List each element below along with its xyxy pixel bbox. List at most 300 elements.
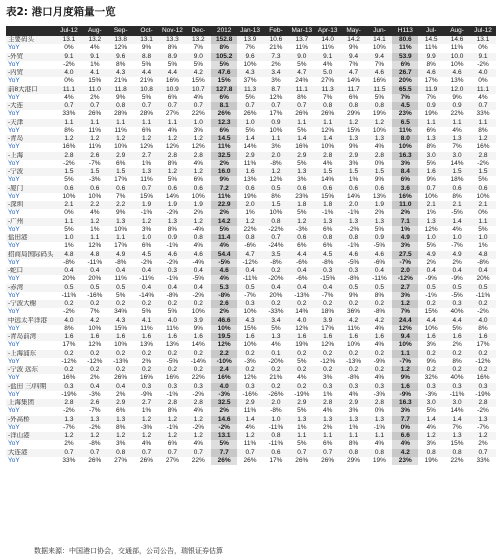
column-header: Aug- — [444, 26, 470, 36]
table-cell: 15% — [341, 127, 367, 135]
table-cell: 9.0 — [289, 53, 315, 61]
row-label: YoY — [6, 242, 56, 250]
table-cell: 1.2 — [185, 416, 211, 424]
table-cell: 0.2 — [418, 300, 444, 308]
table-cell: 4% — [392, 440, 418, 448]
column-header: Jan-13 — [237, 26, 263, 36]
table-cell: 1.1 — [82, 119, 108, 127]
table-cell: -2% — [82, 424, 108, 432]
table-cell: 32.5 — [211, 152, 237, 160]
table-cell: 10% — [237, 341, 263, 349]
table-cell: 11.1 — [470, 86, 496, 94]
table-cell: 9% — [341, 44, 367, 52]
table-row — [6, 102, 496, 110]
table-cell: -7% — [56, 424, 82, 432]
table-cell: -11% — [56, 292, 82, 300]
table-cell: 5% — [289, 127, 315, 135]
column-header: Aug- — [82, 26, 108, 36]
table-cell: 9% — [185, 325, 211, 333]
table-cell: -2% — [56, 407, 82, 415]
row-label: YoY — [6, 457, 56, 465]
row-label: 大连港 — [6, 449, 56, 457]
table-cell: 0.7 — [134, 185, 160, 193]
table-cell: 4.6 — [444, 69, 470, 77]
table-cell: -7% — [237, 292, 263, 300]
table-cell: 2.4 — [211, 366, 237, 374]
table-cell: -1% — [134, 209, 160, 217]
table-cell: -1% — [418, 292, 444, 300]
table-cell: 1% — [134, 160, 160, 168]
table-cell: 1.3 — [341, 218, 367, 226]
table-cell: 4% — [263, 341, 289, 349]
table-cell: 0.7 — [263, 102, 289, 110]
table-cell: 4.0 — [211, 383, 237, 391]
column-header-label — [6, 26, 56, 36]
table-cell: 8% — [160, 160, 186, 168]
table-cell: 0.5 — [237, 284, 263, 292]
table-cell: 1.3 — [367, 218, 393, 226]
table-cell: 1.4 — [444, 218, 470, 226]
table-cell: 0.2 — [289, 366, 315, 374]
table-cell: 26% — [108, 374, 134, 382]
table-cell: 2.8 — [185, 152, 211, 160]
table-cell: 5% — [56, 176, 82, 184]
table-cell: 27% — [160, 110, 186, 118]
column-header: Feb- — [263, 26, 289, 36]
table-cell: 4% — [160, 127, 186, 135]
table-cell: 0.9 — [418, 102, 444, 110]
table-cell: -3% — [289, 226, 315, 234]
table-cell: 4.6 — [160, 251, 186, 259]
table-cell: 22% — [185, 110, 211, 118]
table-cell: 2% — [470, 440, 496, 448]
table-cell: 0.2 — [108, 366, 134, 374]
table-cell: 13.2 — [82, 36, 108, 44]
table-cell: -3% — [134, 424, 160, 432]
table-cell: 4.5 — [134, 251, 160, 259]
table-row — [6, 341, 496, 349]
table-cell: 11% — [160, 325, 186, 333]
table-cell: 65.5 — [392, 86, 418, 94]
table-cell: 0.6 — [289, 185, 315, 193]
source-footnote: 数据来源：中国港口协会，交通部，公司公告，瑞银证券估算 — [34, 547, 223, 555]
table-cell: 32% — [418, 374, 444, 382]
table-cell: 2.7 — [392, 284, 418, 292]
table-cell: 8.0 — [392, 135, 418, 143]
column-header: H113 — [392, 26, 418, 36]
table-cell: 1.8 — [289, 201, 315, 209]
table-cell: 0.5 — [56, 284, 82, 292]
table-cell: 10% — [315, 143, 341, 151]
table-cell: -19% — [289, 391, 315, 399]
table-cell: 15% — [134, 193, 160, 201]
table-cell: 2% — [315, 424, 341, 432]
table-cell: 9.6 — [108, 53, 134, 61]
table-cell: 11% — [289, 44, 315, 52]
table-cell: 1.2 — [134, 218, 160, 226]
table-cell: 0.4 — [134, 284, 160, 292]
table-cell: 1.1 — [82, 234, 108, 242]
table-row — [6, 308, 496, 316]
table-cell: -8% — [56, 259, 82, 267]
table-cell: 8% — [470, 127, 496, 135]
table-row — [6, 69, 496, 77]
table-cell: 22% — [185, 457, 211, 465]
table-cell: 1.2 — [185, 218, 211, 226]
table-cell: 10% — [108, 143, 134, 151]
table-cell: 1.0 — [185, 119, 211, 127]
table-cell: 26% — [289, 110, 315, 118]
table-cell: 1.2 — [134, 416, 160, 424]
table-cell: 0.8 — [185, 234, 211, 242]
row-label: -内贸 — [6, 69, 56, 77]
table-row — [6, 94, 496, 102]
table-cell: -6% — [289, 275, 315, 283]
table-cell: 5% — [56, 226, 82, 234]
row-label: -广州 — [6, 218, 56, 226]
table-cell: 1.3 — [470, 416, 496, 424]
table-cell: 8% — [263, 193, 289, 201]
table-cell: 4.0 — [289, 317, 315, 325]
table-cell: 0.5 — [444, 284, 470, 292]
table-cell: 7% — [367, 61, 393, 69]
table-cell: 1% — [470, 242, 496, 250]
table-cell: 1.1 — [367, 432, 393, 440]
table-cell: 3.0 — [418, 152, 444, 160]
table-row — [6, 86, 496, 94]
table-cell: 1.1 — [392, 350, 418, 358]
table-cell: 0.7 — [160, 102, 186, 110]
table-cell: 6% — [185, 176, 211, 184]
table-cell: -15% — [315, 275, 341, 283]
table-row — [6, 292, 496, 300]
table-cell: 0.4 — [444, 267, 470, 275]
table-cell: 0.2 — [160, 366, 186, 374]
table-cell: 8.1 — [211, 102, 237, 110]
table-cell: 0% — [56, 44, 82, 52]
table-cell: -11% — [263, 440, 289, 448]
table-cell: 9% — [341, 292, 367, 300]
table-cell: 6% — [134, 127, 160, 135]
table-row — [6, 284, 496, 292]
table-cell: 7% — [392, 308, 418, 316]
table-cell: 4% — [367, 440, 393, 448]
table-cell: 0.2 — [108, 300, 134, 308]
table-cell: 12% — [315, 127, 341, 135]
table-cell: -5% — [160, 358, 186, 366]
table-cell: 0.9 — [367, 234, 393, 242]
table-cell: 22% — [444, 110, 470, 118]
table-row — [6, 383, 496, 391]
table-cell: 32.5 — [211, 399, 237, 407]
table-cell: 10% — [367, 127, 393, 135]
table-cell: 5% — [211, 61, 237, 69]
table-cell: 3% — [341, 160, 367, 168]
table-cell: 4% — [211, 275, 237, 283]
table-cell: 0.3 — [444, 300, 470, 308]
table-cell: 1.2 — [289, 218, 315, 226]
table-cell: 105.2 — [211, 53, 237, 61]
table-cell: 23% — [289, 193, 315, 201]
table-cell: 0.2 — [160, 350, 186, 358]
table-cell: 4.6 — [341, 251, 367, 259]
table-cell: -16% — [82, 292, 108, 300]
table-cell: 4% — [367, 374, 393, 382]
table-cell: 26.7 — [392, 69, 418, 77]
column-header: Oct- — [134, 26, 160, 36]
table-cell: 16% — [470, 143, 496, 151]
table-cell: 0.2 — [56, 366, 82, 374]
table-cell: 3.6 — [392, 185, 418, 193]
table-cell: 8.7 — [263, 86, 289, 94]
table-cell: 2.9 — [289, 399, 315, 407]
table-cell: 1% — [315, 391, 341, 399]
table-cell: 26% — [134, 457, 160, 465]
table-cell: 28% — [134, 110, 160, 118]
table-cell: 4.2 — [82, 317, 108, 325]
table-cell: 1.2 — [108, 135, 134, 143]
table-cell: 4% — [237, 424, 263, 432]
table-cell: -5% — [444, 292, 470, 300]
table-cell: 26% — [82, 457, 108, 465]
table-cell: 16% — [160, 77, 186, 85]
table-cell: -8% — [341, 374, 367, 382]
table-cell: 0.9 — [160, 234, 186, 242]
table-cell: 11.3 — [315, 86, 341, 94]
table-cell: 12% — [134, 143, 160, 151]
table-cell: 0.7 — [237, 449, 263, 457]
table-cell: 6% — [160, 440, 186, 448]
table-cell: 11% — [237, 160, 263, 168]
table-row — [6, 143, 496, 151]
table-cell: 3% — [418, 341, 444, 349]
table-cell: 8% — [56, 325, 82, 333]
table-cell: 6% — [211, 94, 237, 102]
table-cell: 17% — [263, 457, 289, 465]
table-cell: 10% — [444, 61, 470, 69]
table-cell: -13% — [341, 358, 367, 366]
table-cell: 1.3 — [315, 218, 341, 226]
table-cell: 12% — [315, 341, 341, 349]
table-cell: 14.2 — [341, 36, 367, 44]
table-cell: 1.3 — [56, 416, 82, 424]
table-cell: 0.2 — [341, 366, 367, 374]
table-cell: 0.7 — [56, 102, 82, 110]
table-cell: 3% — [185, 127, 211, 135]
table-cell: 0.4 — [56, 267, 82, 275]
table-cell: 10% — [392, 341, 418, 349]
table-cell: 1.3 — [289, 168, 315, 176]
table-cell: 13.3 — [160, 36, 186, 44]
table-cell: 1.2 — [470, 135, 496, 143]
table-cell: -11% — [82, 259, 108, 267]
table-cell: 0.6 — [470, 185, 496, 193]
table-cell: 12% — [263, 176, 289, 184]
table-cell: 4.7 — [289, 69, 315, 77]
table-cell: 1.5 — [82, 168, 108, 176]
row-label: -盐田 三/四期 — [6, 383, 56, 391]
table-cell: 7.7 — [211, 449, 237, 457]
table-cell: 2.0 — [263, 152, 289, 160]
table-cell: 4% — [367, 143, 393, 151]
table-cell: 13.7 — [289, 36, 315, 44]
table-cell: 17% — [418, 77, 444, 85]
table-row — [6, 300, 496, 308]
table-cell: 0.5 — [263, 185, 289, 193]
table-cell: 1.4 — [418, 416, 444, 424]
table-cell: 0.3 — [160, 383, 186, 391]
table-cell: 1.2 — [82, 135, 108, 143]
table-cell: 8% — [289, 94, 315, 102]
table-cell: 6% — [160, 94, 186, 102]
table-cell: 1% — [134, 407, 160, 415]
table-cell: 7% — [82, 308, 108, 316]
table-cell: 0.2 — [418, 366, 444, 374]
table-row — [6, 416, 496, 424]
table-cell: 4.9 — [392, 234, 418, 242]
table-cell: -11% — [470, 292, 496, 300]
table-cell: 4% — [315, 61, 341, 69]
table-cell: 7% — [237, 44, 263, 52]
table-cell: 12% — [108, 44, 134, 52]
table-cell: 14.6 — [211, 416, 237, 424]
column-header: Sep- — [108, 26, 134, 36]
table-cell: 11.3 — [237, 86, 263, 94]
table-cell: 10% — [185, 193, 211, 201]
table-cell: 0.6 — [82, 185, 108, 193]
table-cell: 11.8 — [108, 86, 134, 94]
table-cell: 0.9 — [263, 119, 289, 127]
table-cell: 0.2 — [263, 366, 289, 374]
table-cell: 1.3 — [108, 218, 134, 226]
row-label: -厦门 — [6, 185, 56, 193]
table-cell: -1% — [341, 209, 367, 217]
row-label: 中远太平洋港 — [6, 317, 56, 325]
table-cell: -5% — [341, 259, 367, 267]
table-cell: 4% — [56, 94, 82, 102]
table-cell: 8% — [341, 440, 367, 448]
row-label: YoY — [6, 308, 56, 316]
table-cell: 1.5 — [56, 168, 82, 176]
table-cell: 1.6 — [418, 333, 444, 341]
table-cell: 0.3 — [341, 267, 367, 275]
table-cell: 3.5 — [263, 251, 289, 259]
table-cell: 0.2 — [315, 300, 341, 308]
table-cell: 7% — [392, 94, 418, 102]
table-cell: 5% — [108, 292, 134, 300]
column-header: Jul- — [418, 26, 444, 36]
table-cell: 5% — [263, 325, 289, 333]
table-cell: -8% — [211, 292, 237, 300]
table-cell: 1.2 — [237, 218, 263, 226]
table-cell: 0.3 — [315, 383, 341, 391]
table-row — [6, 275, 496, 283]
table-cell: 11% — [237, 440, 263, 448]
table-row — [6, 432, 496, 440]
table-cell: 0.7 — [263, 234, 289, 242]
table-cell: 0.2 — [185, 366, 211, 374]
column-header: Jul-12 — [56, 26, 82, 36]
table-cell: 5% — [418, 407, 444, 415]
table-cell: 13% — [160, 341, 186, 349]
table-cell: 13% — [444, 77, 470, 85]
table-cell: 0.7 — [418, 185, 444, 193]
table-cell: 14% — [341, 77, 367, 85]
table-cell: 28% — [108, 110, 134, 118]
table-cell: 1.3 — [289, 416, 315, 424]
table-cell: 17% — [108, 242, 134, 250]
table-cell: 9.0 — [185, 53, 211, 61]
column-header: Mar-13 — [289, 26, 315, 36]
table-cell: -10% — [211, 358, 237, 366]
table-cell: 4% — [185, 242, 211, 250]
table-cell: 14.1 — [367, 36, 393, 44]
table-cell: 2% — [82, 94, 108, 102]
table-cell: 0.2 — [289, 383, 315, 391]
table-cell: 9% — [418, 176, 444, 184]
table-cell: 10% — [392, 143, 418, 151]
table-cell: 8% — [160, 44, 186, 52]
table-cell: 5% — [367, 226, 393, 234]
table-cell: 0.5 — [108, 284, 134, 292]
table-cell: 2.8 — [56, 399, 82, 407]
table-row — [6, 226, 496, 234]
table-cell: 0.6 — [237, 185, 263, 193]
table-cell: 4.5 — [392, 102, 418, 110]
table-cell: -9% — [418, 275, 444, 283]
table-cell: 1.1 — [160, 119, 186, 127]
table-cell: 26% — [211, 457, 237, 465]
table-cell: 16% — [470, 374, 496, 382]
table-cell: 0.2 — [185, 300, 211, 308]
table-cell: 15% — [444, 440, 470, 448]
table-cell: 10.8 — [134, 86, 160, 94]
table-row — [6, 358, 496, 366]
table-cell: -5% — [211, 259, 237, 267]
table-cell: 9% — [134, 44, 160, 52]
table-cell: 40% — [444, 374, 470, 382]
table-cell: 46.6 — [211, 317, 237, 325]
table-cell: 0.8 — [237, 234, 263, 242]
table-cell: 2.7 — [134, 399, 160, 407]
table-cell: 0.2 — [134, 350, 160, 358]
table-cell: 9.1 — [470, 53, 496, 61]
table-cell: 5% — [185, 61, 211, 69]
table-cell: 4.7 — [341, 69, 367, 77]
table-cell: 0.2 — [134, 300, 160, 308]
table-cell: 1.2 — [367, 119, 393, 127]
table-cell: 4.4 — [289, 251, 315, 259]
table-cell: 0.2 — [134, 366, 160, 374]
table-cell: 6% — [315, 242, 341, 250]
table-cell: 4% — [470, 94, 496, 102]
table-row — [6, 440, 496, 448]
table-cell: 5% — [444, 325, 470, 333]
table-cell: 6% — [392, 61, 418, 69]
table-cell: 4% — [211, 242, 237, 250]
table-cell: 1.2 — [392, 366, 418, 374]
table-cell: 1.1 — [56, 218, 82, 226]
table-cell: 4% — [315, 160, 341, 168]
table-cell: 9% — [341, 143, 367, 151]
table-cell: 6% — [315, 440, 341, 448]
table-cell: 1.5 — [470, 168, 496, 176]
table-cell: 0.3 — [315, 267, 341, 275]
table-cell: 4.4 — [444, 317, 470, 325]
table-cell: 0.7 — [237, 102, 263, 110]
table-cell: 3% — [108, 440, 134, 448]
table-cell: 11% — [315, 44, 341, 52]
